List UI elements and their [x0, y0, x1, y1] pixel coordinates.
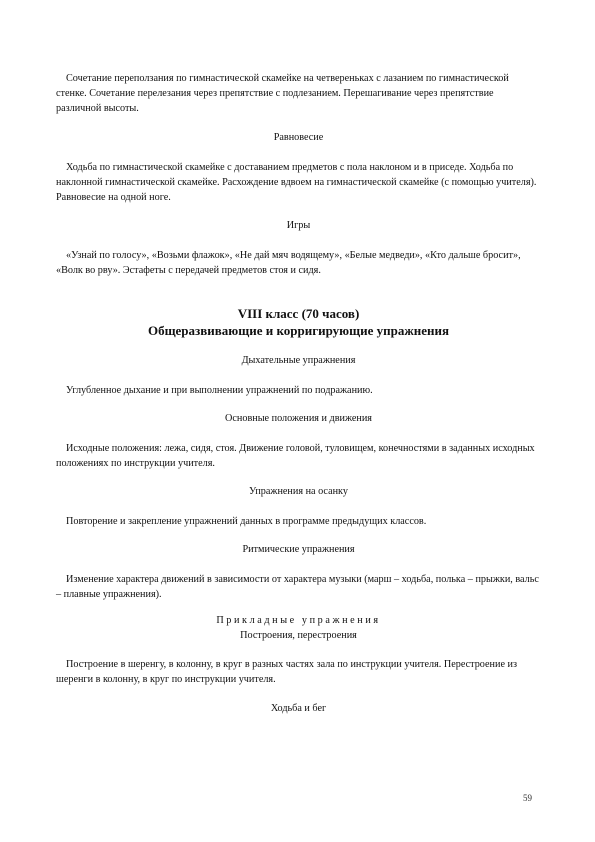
heading-formations: Построения, перестроения: [240, 630, 357, 641]
heading-applied-exercises: Прикладные упражнения: [216, 615, 381, 626]
page-number: 59: [523, 793, 532, 803]
paragraph-basic-positions: Исходные положения: лежа, сидя, стоя. Движение головой, туловищем, конечностями в заданных исходных положениях по инструкции учителя.: [56, 443, 535, 469]
section-title: Общеразвивающие и корригирующие упражнения: [147, 323, 450, 338]
paragraph-rhythmic: Изменение характера движений в зависимости от характера музыки (марш – ходьба, полька – прыжки, вальс – плавные упражнения).: [56, 574, 539, 600]
paragraph-climbing: Сочетание переползания по гимнастической скамейке на четвереньках с лазанием по гимнастической стенке. Сочетание перелезания через препятствие с подлезанием. Перешагивание через препятствие различной высоты.: [56, 73, 509, 114]
heading-balance: Равновесие: [273, 132, 324, 143]
heading-basic-positions: Основные положения и движения: [225, 413, 372, 424]
heading-breathing: Дыхательные упражнения: [241, 355, 356, 366]
paragraph-breathing: Углубленное дыхание и при выполнении упражнений по подражанию.: [66, 385, 373, 396]
paragraph-posture: Повторение и закрепление упражнений данных в программе предыдущих классов.: [66, 516, 427, 527]
heading-rhythmic: Ритмические упражнения: [242, 544, 355, 555]
paragraph-games: «Узнай по голосу», «Возьми флажок», «Не дай мяч водящему», «Белые медведи», «Кто дальше бросит», «Волк во рву». Эстафеты с передачей предметов стоя и сидя.: [56, 250, 521, 276]
heading-games: Игры: [286, 220, 311, 231]
heading-walking-running: Ходьба и бег: [270, 703, 327, 714]
grade-title: VIII класс (70 часов): [237, 306, 360, 321]
paragraph-balance: Ходьба по гимнастической скамейке с доставанием предметов с пола наклоном и в приседе. Ходьба по наклонной гимнастической скамейке. Расхождение вдвоем на гимнастической скамейке (с помощью учителя). Равновесие на одной ноге.: [56, 162, 537, 203]
heading-posture: Упражнения на осанку: [249, 486, 348, 497]
paragraph-formations: Построение в шеренгу, в колонну, в круг в разных частях зала по инструкции учителя. Перестроение из шеренги в колонну, в круг по инструкции учителя.: [56, 659, 517, 685]
